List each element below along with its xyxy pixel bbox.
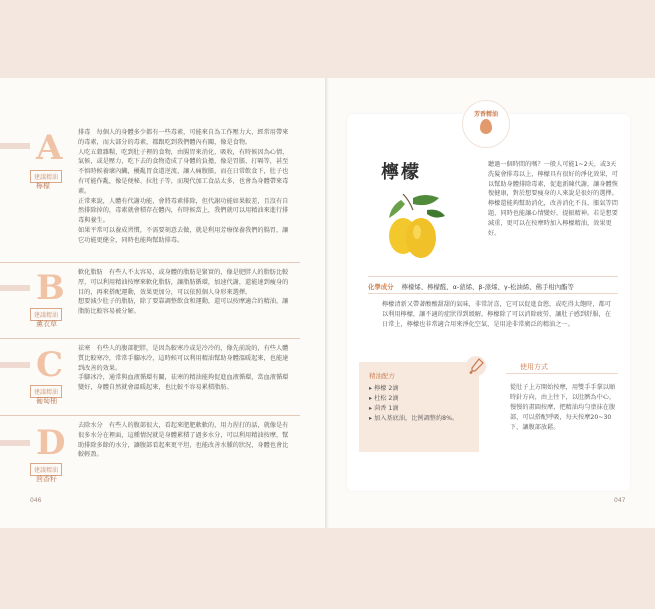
paragraph: 祛寒 有些人的腹部肥胖，是因為較寒冷或是冷冷的，像先前說的，有些人體質比較寒冷，常常手腳冰冷，這時候可以利用精油幫助身體溫暖起來，也能達到改善的效果。: [78, 345, 289, 372]
tag-label: 建議精油: [30, 308, 62, 321]
tag-label: 建議精油: [30, 463, 62, 476]
section-body: [78, 268, 293, 340]
letter-bar: [0, 285, 30, 291]
recipe-box: [359, 362, 479, 452]
paragraph: 手腳冰冷，通常與血液循環有關，祛寒的精油能夠促進血液循環，當血液循環變好，身體自然就會溫暖起來，也比較不容易累積脂肪。: [78, 374, 289, 392]
recipe-item: ▸ 檸檬 2滴: [369, 385, 399, 392]
divider: [0, 262, 300, 263]
book-spine: [325, 78, 329, 528]
divider: [368, 276, 618, 277]
section-body: [78, 421, 293, 483]
paragraph: 去除水分 有些人的腹部很大，看起來肥肥軟軟的，用力捏打的話，就像是有很多水分在裡面，這種情況就是身體累積了過多水分，可以利用精油按摩，幫助排除多餘的水分，讓腹部看起來更平坦，也能改善水腫的狀況，身體也會比較輕盈。: [78, 422, 289, 459]
lemon-illustration-icon: [383, 188, 453, 268]
divider: [0, 338, 300, 339]
tag-value: 薰衣草: [36, 320, 57, 328]
dropper-icon: [466, 356, 486, 376]
composition-row: [368, 282, 618, 291]
usage-text: 從肚子上方開始按摩，用雙手手掌以順時針方向，由上往下，以肚臍為中心，慢慢的畫圓按摩，把精油均勻塗抹在腹部，可以搭配呼吸，每天按摩20~30下，讓腹部放鬆。: [510, 384, 616, 431]
paragraph: 人吃五穀雜糧，吃到肚子裡的食物，由腸胃來消化、吸收，有時候因為心情、氣候，或是壓力，吃下去的食物造成了身體的負擔，像是胃脹、打嗝等，甚至不慎時候養壞內臟，擾亂胃食道逆流、讓人痛腹脹，而在日常飲食下，肚子也有可能作亂，像是便秘、拉肚子等，而現代加工食品太多，也會為身體帶來毒素。: [78, 148, 289, 195]
recipe-item: ▸ 杜松 2滴: [369, 395, 399, 402]
recipe-list: [369, 384, 475, 424]
oil-drop-icon: [480, 119, 492, 134]
paragraph: 想要減少肚子的脂肪，除了要靠調整飲食和運動，還可以按摩適合的精油，讓脂肪比較容易被分解。: [78, 298, 289, 316]
section-body: [78, 344, 293, 416]
page-number-left: 046: [30, 497, 42, 504]
recipe-item: ▸ 茴香 1滴: [369, 405, 399, 412]
letter-bar: [0, 440, 30, 446]
section-letter: C: [36, 345, 64, 385]
tag-value: 檸檬: [36, 182, 50, 190]
divider: [506, 373, 618, 374]
divider: [368, 293, 618, 294]
tag-label: 建議精油: [30, 385, 62, 398]
section-letter: D: [36, 423, 66, 463]
tag-value: 葡萄柚: [36, 397, 57, 405]
letter-bar: [0, 143, 30, 149]
section-letter: A: [36, 128, 63, 168]
section-letter: B: [36, 268, 65, 308]
oil-title: 檸檬: [381, 162, 421, 183]
tag-value: 茴香籽: [36, 475, 57, 483]
paragraph: 如果平常可以養成習慣，不需要刻意去做，就是利用芳療保養我們的腸胃，讓它功能更健全，同時也能夠幫助排毒。: [78, 226, 289, 244]
tag-label: 建議精油: [30, 170, 62, 183]
oil-description: 聽過一個時間的嗎？一般人可能1~2天，或3天洗髮會排毒以上，檸檬具有很好的淨化效果，可以幫助身體排除毒素，促進新陳代謝，讓身體恢復健康，對於想要瘦身的人來說是很好的選擇。檸檬還能夠幫助消化，改善消化不良、脹氣等問題，同時也能讓心情變好，提振精神。若是想要減重，更可以在按摩時加入檸檬精油，效果更好。: [488, 161, 618, 237]
page-number-right: 047: [614, 497, 626, 504]
recipe-item: ▸ 加入基底油，比例調整約8%。: [369, 415, 459, 422]
paragraph: 軟化脂肪 有些人不太容易，或身體的脂肪是緊實的，像是肥胖人的脂肪比較厚，可以利用精油按摩來軟化脂肪，讓脂肪循環，加速代謝，還能達到瘦身的目的，再來搭配運動，效果更加分，可以依照個人身形來選擇。: [78, 269, 289, 296]
composition-description: 檸檬清新又帶著酸酸甜甜的氣味，非常討喜，它可以促進食慾，或吃得太飽時，都可以利用檸檬，讓不適的症狀得到緩解，檸檬除了可以消除疲勞，讓肚子感到舒服，在日常上，檸檬也非常適合用來淨化空氣，是用途非常廣泛的精油之一。: [382, 301, 611, 328]
paragraph: 正常來說，人體有代謝功能，會將毒素排除，但代謝功能如果較差，且沒有自然排除掉的，毒素就會積存在體內，有時候當上，我們就可以用精油來進行排毒與養生。: [78, 197, 289, 225]
badge-label: 芳香精油: [473, 111, 498, 118]
divider: [0, 415, 300, 416]
recipe-title: 精油配方: [369, 372, 395, 380]
section-body: [78, 128, 293, 254]
paragraph: 排毒 每個人的身體多少都有一些毒素，可能來自為工作壓力大、經常用帶來的毒素，而大部分的毒素，都跟吃到我們體內有關，像是食物。: [78, 129, 289, 146]
composition-value: 檸檬烯、檸檬醛、α-蒎烯、β-蒎烯、γ-松油烯、佛手柑內酯等: [401, 283, 574, 291]
category-badge: [462, 100, 510, 148]
composition-label: 化學成分: [368, 283, 394, 291]
usage-title: 使用方式: [520, 363, 548, 371]
letter-bar: [0, 362, 30, 368]
